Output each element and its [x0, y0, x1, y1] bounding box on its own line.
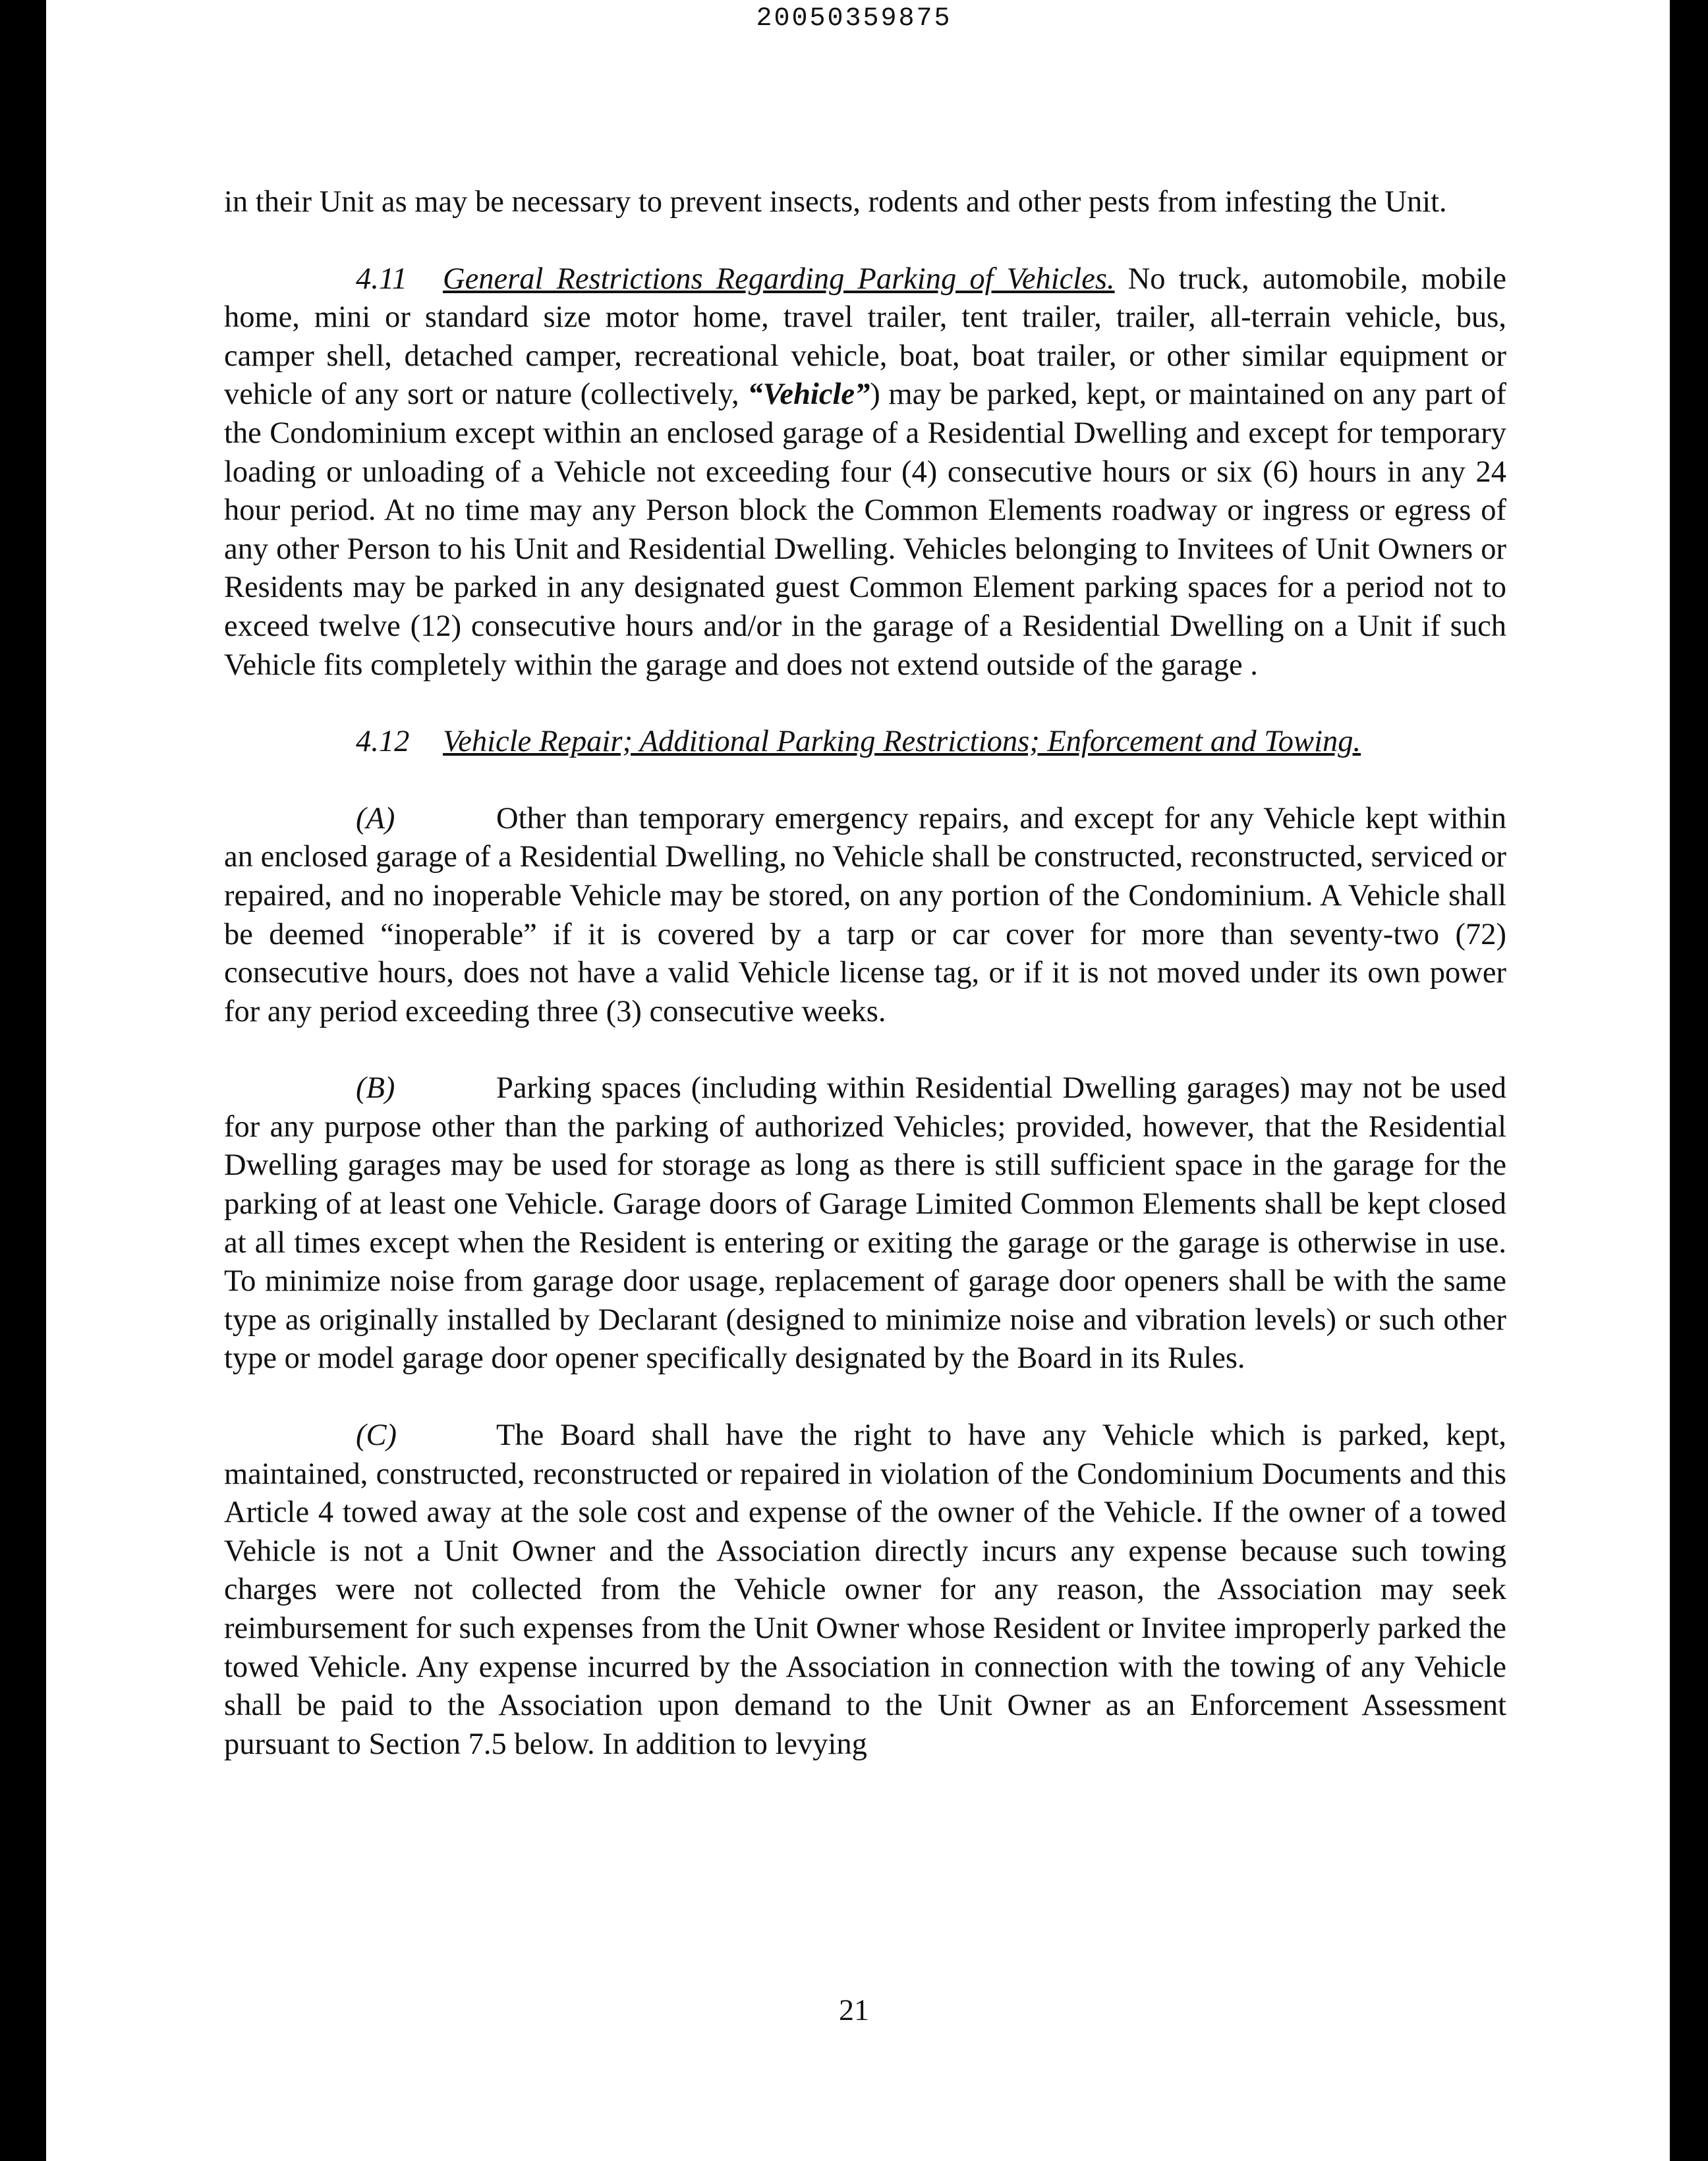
subsection-text: The Board shall have the right to have any Vehicle which is parked, kept, maintained, constructed, reconstructed or repaired in violation of the Condominium Documents and this Article 4 towed away at the sole cost and expense of the owner of the Vehicle. If the owner of a towed Vehicle is not a Unit Owner and the Association directly incurs any expense because such towing charges were not collected from the Vehicle owner for any reason, the Association may seek reimbursement for such expenses from the Unit Owner whose Resident or Invitee improperly parked the towed Vehicle. Any expense incurred by the Association in connection with the towing of any Vehicle shall be paid to the Association upon demand to the Unit Owner as an Enforcement Assessment pursuant to Section 7.5 below. In addition to levying — [224, 1418, 1506, 1761]
subsection-label: (A) — [356, 801, 395, 835]
section-text: No truck, automobile, mobile home, mini or standard size motor home, travel trailer, tent trailer, trailer, all-terrain vehicle, bus, camper shell, detached camper, recreational vehicle, boat, boat trailer, or other similar equipment or vehicle of any sort or nature (collectively, — [224, 262, 1506, 412]
subsection-a — [224, 800, 1506, 1032]
section-number: 4.12 — [356, 725, 410, 759]
section-4-12 — [224, 723, 1506, 762]
page-number: 21 — [839, 1993, 869, 2027]
scan-border-left — [0, 0, 46, 2161]
subsection-label: (B) — [356, 1071, 395, 1106]
document-id: 20050359875 — [756, 4, 952, 34]
defined-term: “Vehicle” — [747, 378, 870, 412]
scan-border-right — [1670, 0, 1708, 2161]
subsection-label: (C) — [356, 1418, 397, 1453]
document-body — [224, 183, 1506, 1764]
section-number: 4.11 — [356, 262, 407, 296]
section-heading: Vehicle Repair; Additional Parking Restrictions; Enforcement and Towing. — [443, 725, 1361, 759]
subsection-b — [224, 1069, 1506, 1378]
section-4-11 — [224, 260, 1506, 685]
section-text-continued: ) may be parked, kept, or maintained on any part of the Condominium except within an enclosed garage of a Residential Dwelling and except for temporary loading or unloading of a Vehicle not exceeding four (4) consecutive hours or six (6) hours in any 24 hour period. At no time may any Person block the Common Elements roadway or ingress or egress of any other Person to his Unit and Residential Dwelling. Vehicles belonging to Invitees of Unit Owners or Residents may be parked in any designated guest Common Element parking spaces for a period not to exceed twelve (12) consecutive hours and/or in the garage of a Residential Dwelling on a Unit if such Vehicle fits completely within the garage and does not extend outside of the garage . — [224, 378, 1506, 682]
paragraph-continued: in their Unit as may be necessary to prevent insects, rodents and other pests from infesting the Unit. — [224, 185, 1447, 219]
subsection-text: Parking spaces (including within Residential Dwelling garages) may not be used for any purpose other than the parking of authorized Vehicles; provided, however, that the Residential Dwelling garages may be used for storage as long as there is still sufficient space in the garage for the parking of at least one Vehicle. Garage doors of Garage Limited Common Elements shall be kept closed at all times except when the Resident is entering or exiting the garage or the garage is otherwise in use. To minimize noise from garage door usage, replacement of garage door openers shall be with the same type as originally installed by Declarant (designed to minimize noise and vibration levels) or such other type or model garage door opener specifically designated by the Board in its Rules. — [224, 1071, 1506, 1376]
subsection-text: Other than temporary emergency repairs, and except for any Vehicle kept within an enclosed garage of a Residential Dwelling, no Vehicle shall be constructed, reconstructed, serviced or repaired, and no inoperable Vehicle may be stored, on any portion of the Condominium. A Vehicle shall be deemed “inoperable” if it is covered by a tarp or car cover for more than seventy-two (72) consecutive hours, does not have a valid Vehicle license tag, or if it is not moved under its own power for any period exceeding three (3) consecutive weeks. — [224, 801, 1506, 1028]
subsection-c — [224, 1417, 1506, 1764]
section-heading: General Restrictions Regarding Parking of Vehicles. — [443, 262, 1115, 296]
